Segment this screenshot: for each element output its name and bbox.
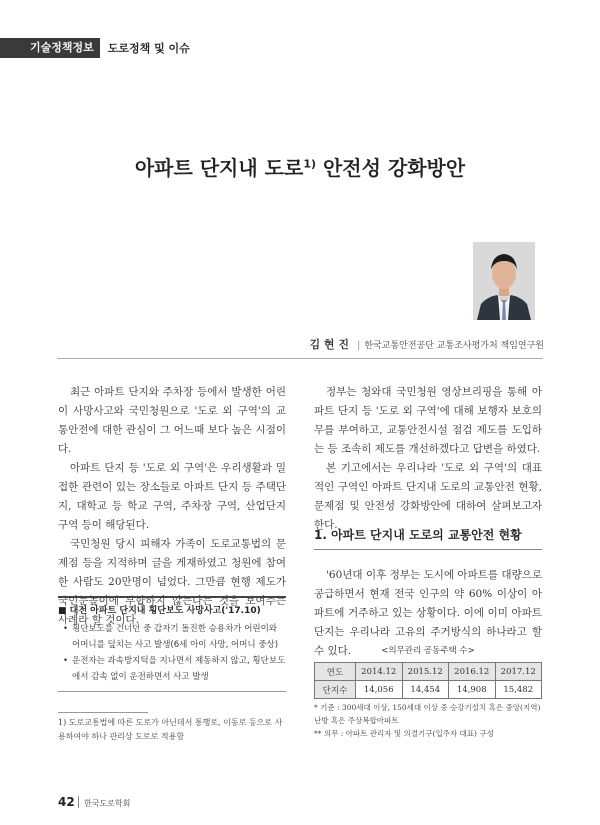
header-bar (0, 38, 190, 58)
title-main: 아파트 단지내 도로 (134, 156, 304, 180)
box-title: ■ 대전 아파트 단지내 횡단보도 사망사고('17.10) (58, 606, 261, 616)
right-column (314, 383, 542, 535)
title-footnote-mark: 1) (303, 157, 316, 171)
note: ** 의무 : 아파트 관리자 및 의결기구(입주자 대표) 구성 (314, 729, 494, 738)
paragraph: 정부는 청와대 국민청원 영상브리핑을 통해 아파트 단지 등 '도로 외 구역'에 대해 보행자 보호의무를 부여하고, 교통안전시설 점검 제도를 도입하는 등 조속히 제도를 개선하겠다고 답변을 하였다. (314, 386, 542, 455)
table-cell: 14,908 (449, 681, 496, 699)
table-cell: 14,454 (402, 681, 449, 699)
footnote: 1) 도로교통법에 따른 도로가 아닌데서 통행로, 이동로 등으로 사용하여야 하나 관리상 도로로 적용함 (58, 718, 283, 741)
table-cell: 2015.12 (402, 663, 449, 681)
table-caption: <의무관리 공동주택 수> (381, 646, 475, 656)
page-title (0, 152, 600, 181)
paragraph: 국민청원 당시 피해자 가족이 도로교통법의 문제점 등을 지적하며 글을 게재하였고 청원에 참여한 사람도 20만명이 넘었다. 그만큼 현행 제도가 국민눈높이에 부합하지 않는다는 것을 보여주는 사례라 할 것이다. (58, 538, 286, 626)
table-cell: 14,056 (356, 681, 403, 699)
table-cell: 2017.12 (495, 663, 542, 681)
author-photo (473, 242, 535, 320)
person-portrait-icon (473, 242, 535, 320)
section-heading: 1. 아파트 단지내 도로의 교통안전 현황 (314, 526, 542, 550)
publication-name: 한국도로학회 (84, 799, 131, 808)
author-name: 김 현 진 (309, 338, 350, 351)
paragraph: '60년대 이후 정부는 도시에 아파트를 대량으로 공급하면서 현재 전국 인구의 약 60% 이상이 아파트에 거주하고 있는 상황이다. 이에 이미 아파트 단지는 우리나라 고유의 주거방식의 하나라고 할 수 있다. (314, 569, 542, 657)
title-rest: 안전성 강화방안 (316, 156, 466, 180)
divider (57, 358, 543, 359)
table-row (315, 681, 542, 699)
list-item: • 운전자는 과속방지턱을 지나면서 제동하지 않고, 횡단보도에서 감속 없이 운전하면서 사고 발생 (72, 653, 286, 685)
author-separator: | (357, 340, 361, 351)
category-label: 도로정책 및 이슈 (107, 42, 190, 55)
table-row-header: 단지수 (315, 681, 356, 699)
left-column (58, 383, 286, 630)
accident-case-box (58, 596, 286, 692)
box-list (58, 621, 286, 685)
table-row (315, 663, 542, 681)
paragraph: 아파트 단지 등 '도로 외 구역'은 우리생활과 밀접한 관련이 있는 장소들로 아파트 단지 등 주택단지, 대학교 등 학교 구역, 주차장 구역, 산업단지 구역 등이 해당된다. (58, 462, 286, 531)
list-item: • 횡단보도를 건너던 중 갑자기 돌진한 승용차가 어린이와 어머니를 덮치는 사고 발생(6세 아이 사망, 어머니 중상) (72, 621, 286, 653)
paragraph: 본 기고에서는 우리나라 '도로 외 구역'의 대표적인 구역인 아파트 단지내 도로의 교통안전 현황, 문제점 및 안전성 강화방안에 대하여 살펴보고자 한다. (314, 462, 542, 531)
apartment-count-table (314, 662, 542, 699)
table-notes (314, 701, 542, 740)
table-row-header: 연도 (315, 663, 356, 681)
page-number: 42 (58, 795, 75, 809)
table-cell: 2014.12 (356, 663, 403, 681)
footnote-divider (58, 712, 148, 713)
author-line (309, 336, 544, 352)
note: * 기준 : 300세대 이상, 150세대 이상 중 승강기설치 혹은 중앙(지역)난방 혹은 주상복합아파트 (314, 703, 541, 725)
author-affiliation: 한국교통안전공단 교통조사평가처 책임연구원 (364, 341, 544, 351)
table-cell: 2016.12 (449, 663, 496, 681)
paragraph: 최근 아파트 단지와 주차장 등에서 발생한 어린이 사망사고와 국민청원으로 '도로 외 구역'의 교통안전에 대한 관심이 그 어느때 보다 높은 시점이다. (58, 386, 286, 455)
footer-divider (78, 796, 79, 808)
section-label: 기술정책정보 (0, 38, 100, 58)
table-cell: 15,482 (495, 681, 542, 699)
